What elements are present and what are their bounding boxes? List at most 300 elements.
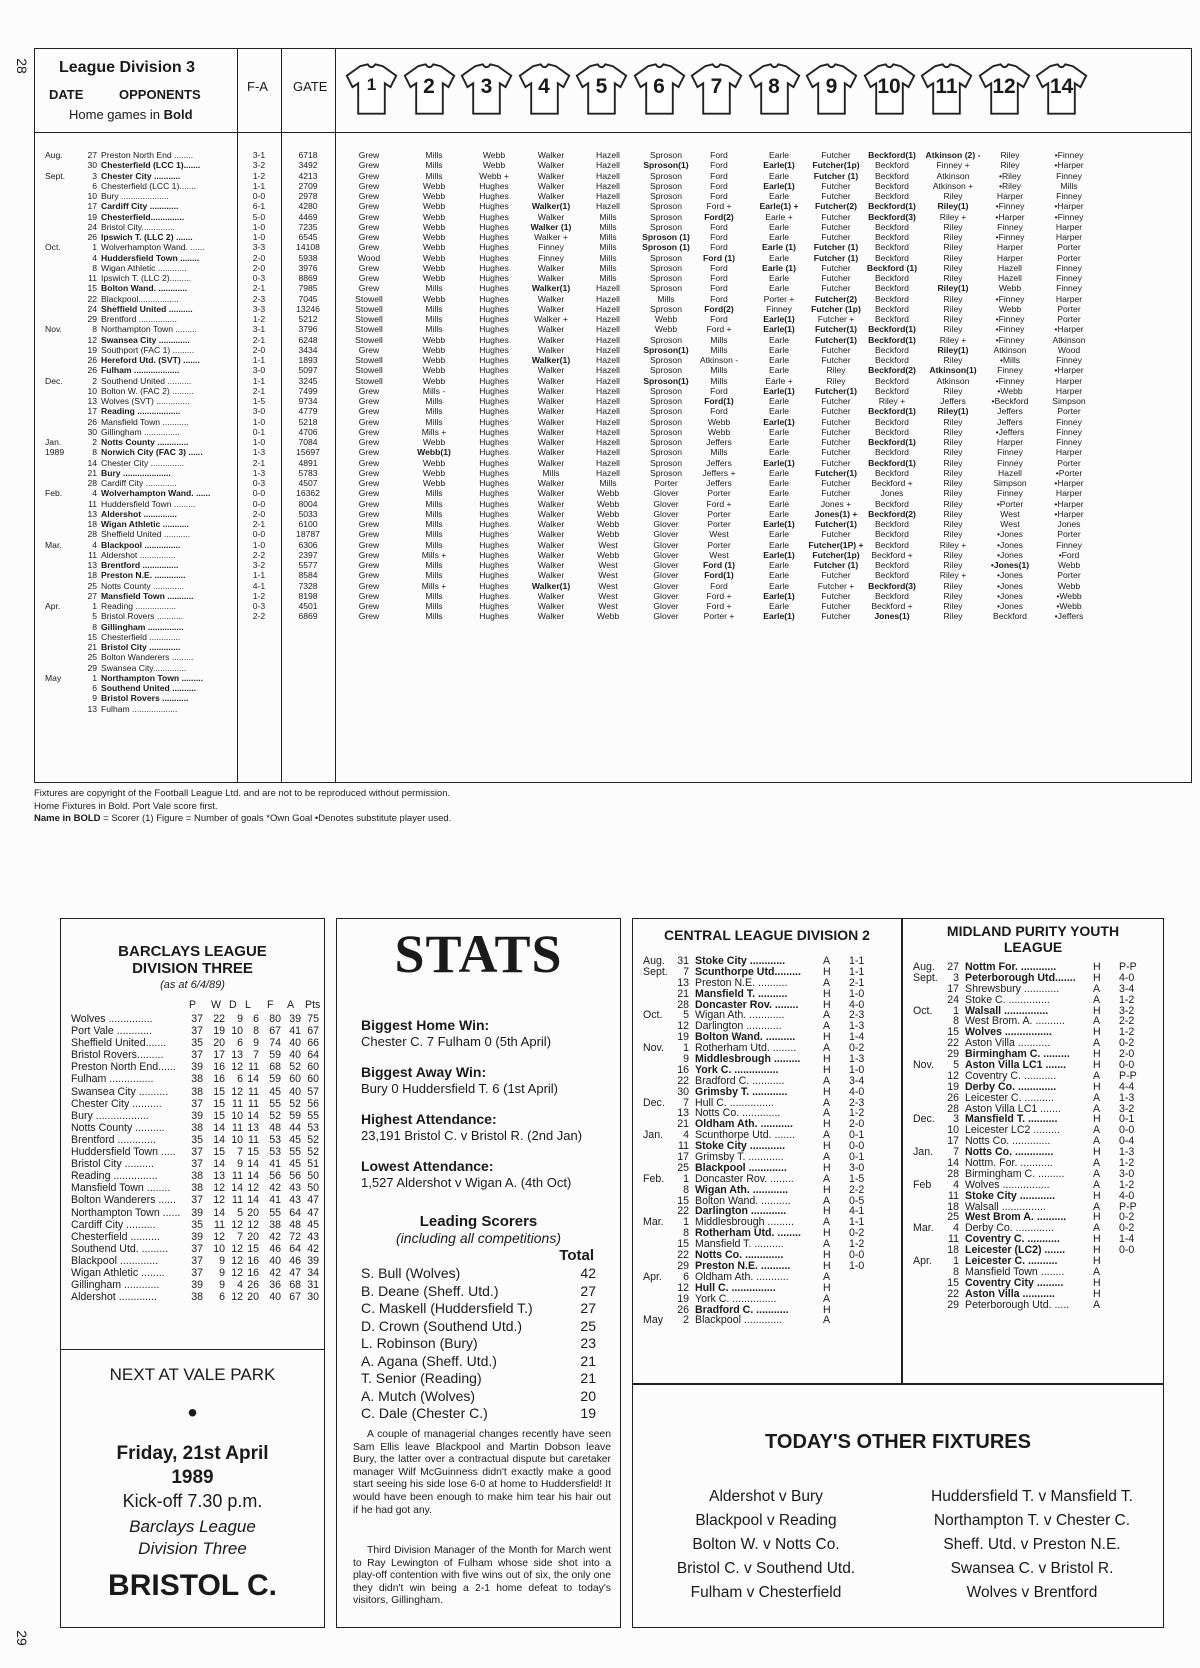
player-cell: Grew xyxy=(358,519,380,529)
scorer-name: B. Deane (Sheff. Utd.) xyxy=(361,1282,499,1299)
fixture-score: 4-1 xyxy=(252,580,266,591)
player-cell: Mills xyxy=(425,160,443,171)
standings-value: 52 xyxy=(307,1146,319,1159)
table-row xyxy=(643,1271,898,1282)
player-cell: •Porter xyxy=(996,498,1024,509)
standings-team: Bury .................. xyxy=(71,1109,149,1122)
player-cell: •Jones(1) xyxy=(990,560,1030,570)
player-cell: Finney xyxy=(997,221,1023,232)
player-cell: Earle xyxy=(768,529,790,540)
player-cell: Beckford xyxy=(875,447,909,458)
shirt-icon xyxy=(976,59,1033,119)
fixture-venue: A xyxy=(1093,1015,1101,1028)
player-cell: Webb xyxy=(654,324,678,335)
player-cell: Futcher xyxy=(821,601,851,611)
standings-value: 48 xyxy=(269,1121,281,1134)
player-cell: Hughes xyxy=(479,416,509,427)
player-cell: Hazell xyxy=(596,416,620,427)
scorer-name: A. Agana (Sheff. Utd.) xyxy=(361,1352,497,1369)
table-row xyxy=(71,1013,319,1025)
player-cell: Earle xyxy=(768,365,790,376)
standings-value: 9 xyxy=(237,1158,243,1171)
fixture-opponent: Wolverhampton Wand. ...... xyxy=(101,242,205,253)
table-row xyxy=(913,1081,1158,1092)
list-item xyxy=(361,1405,596,1423)
player-cell: Finney xyxy=(1056,426,1082,437)
fixture-opponent: Leicester C. .......... xyxy=(965,1091,1054,1104)
fixture-opponent: Scunthorpe Utd. ....... xyxy=(695,1129,796,1142)
table-row xyxy=(35,458,1193,468)
fixture-day: 13 xyxy=(87,396,97,406)
player-cell: Grew xyxy=(358,385,380,396)
player-cell: •Harper xyxy=(1054,160,1084,171)
table-row xyxy=(913,1277,1158,1288)
fixture-opponent: Hereford Utd. (SVT) ....... xyxy=(101,355,200,365)
fixture-day: 30 xyxy=(87,160,97,171)
player-cell: Walker xyxy=(537,498,565,509)
fixture-day: 1 xyxy=(683,1172,689,1185)
table-row xyxy=(35,601,1193,611)
table-row xyxy=(643,999,898,1010)
fixture-gate: 18787 xyxy=(296,529,320,540)
fixture-venue: H xyxy=(823,1140,831,1153)
fixture-score: 2-1 xyxy=(252,519,266,529)
player-cell: Webb + xyxy=(479,170,509,181)
player-cell: Riley xyxy=(943,457,963,468)
scorer-total: 21 xyxy=(580,1370,596,1386)
fixture-venue: H xyxy=(1093,1026,1101,1039)
table-row xyxy=(71,1242,319,1255)
standings-value: 15 xyxy=(213,1097,225,1110)
standings-value: 35 xyxy=(191,1133,203,1146)
player-cell: Ford xyxy=(710,293,728,304)
standings-team: Cardiff City .......... xyxy=(71,1218,156,1231)
fixture-day: 31 xyxy=(677,955,689,967)
opponents-column-label: OPPONENTS xyxy=(119,87,201,102)
standings-value: 7 xyxy=(237,1230,243,1243)
standings-value: 16 xyxy=(213,1061,225,1074)
standings-value: 20 xyxy=(213,1037,225,1050)
player-cell: Futcher xyxy=(821,590,851,601)
player-cell: Glover xyxy=(653,498,679,509)
player-cell: Sproson (1) xyxy=(642,232,690,242)
player-cell: Futcher(1) xyxy=(814,385,858,396)
player-cell: Grew xyxy=(358,488,380,499)
fixture-score: 2-2 xyxy=(252,549,266,560)
player-cell: Sproson xyxy=(649,283,682,294)
fixture-day: 21 xyxy=(677,987,689,1000)
player-cell: Sproson xyxy=(649,426,682,437)
player-cell: Walker xyxy=(537,601,565,611)
shirt-number: 1 xyxy=(366,75,377,94)
table-row xyxy=(643,1227,898,1238)
standings-team: Sheffield United....... xyxy=(71,1037,167,1050)
table-row xyxy=(35,560,1193,570)
fixture-opponent: Bradford C. ........... xyxy=(695,1074,785,1087)
fixture-opponent: Bolton Wand. ............ xyxy=(101,283,188,294)
player-cell: Ford xyxy=(710,580,728,591)
player-cell: Riley xyxy=(943,262,963,273)
player-cell: Atkinson xyxy=(1052,334,1086,345)
player-cell: Webb xyxy=(422,344,446,355)
table-row xyxy=(643,1075,898,1086)
player-cell: Hughes xyxy=(479,273,509,283)
list-item xyxy=(361,1283,596,1301)
player-cell: Webb xyxy=(422,273,446,283)
fixture-gate: 5577 xyxy=(298,560,318,570)
fixture-score: 0-1 xyxy=(252,426,266,437)
other-fixtures-left xyxy=(633,1485,899,1605)
player-cell: •Porter xyxy=(1055,467,1083,478)
fixture-day: 7 xyxy=(953,1146,959,1159)
fixture-day: 27 xyxy=(947,961,959,973)
fixture-gate: 4507 xyxy=(298,478,318,488)
fixture-score: 1-1 xyxy=(252,180,266,191)
table-row xyxy=(913,1070,1158,1081)
fixture-venue: A xyxy=(1093,993,1101,1006)
fixture-opponent: Nottm For. ............ xyxy=(965,961,1057,973)
fixture-day: 18 xyxy=(87,570,97,581)
fixture-opponent: Preston N.E. .......... xyxy=(695,976,788,989)
standings-value: 48 xyxy=(289,1218,301,1231)
standings-value: 64 xyxy=(289,1242,301,1255)
player-cell: Hazell xyxy=(998,273,1022,283)
fixture-score: 0-3 xyxy=(252,601,266,611)
player-cell: Futcher(1) xyxy=(814,467,858,478)
standings-value: 16 xyxy=(247,1266,259,1279)
standings-value: 39 xyxy=(191,1230,203,1243)
fixture-opponent: Notts Co. ............. xyxy=(695,1107,781,1120)
standings-value: 52 xyxy=(289,1097,301,1110)
fixture-gate: 6869 xyxy=(298,611,318,622)
fixture-score: 4-1 xyxy=(849,1205,865,1218)
fixture-table-header xyxy=(35,49,1191,133)
fixture-score: 1-2 xyxy=(252,314,266,324)
fixture-gate: 4779 xyxy=(298,406,318,417)
standings-value: 46 xyxy=(289,1254,301,1267)
fixture-month: Apr. xyxy=(913,1255,932,1268)
player-cell: Earle xyxy=(768,560,790,570)
scorers-subtitle: (including all competitions) xyxy=(396,1230,561,1246)
table-row xyxy=(913,1092,1158,1103)
player-cell: Hazell xyxy=(596,365,620,376)
shirt-number: 2 xyxy=(423,75,435,98)
standings-value: 14 xyxy=(247,1109,259,1122)
other-fixture: Swansea C. v Bristol R. xyxy=(950,1560,1114,1577)
player-cell: Walker xyxy=(537,170,565,181)
player-cell: •Jones xyxy=(997,590,1023,601)
fixture-venue: A xyxy=(823,1096,831,1109)
fixture-score: 3-3 xyxy=(252,303,266,314)
fixture-day: 1 xyxy=(683,1216,689,1229)
fixture-venue: H xyxy=(1093,1113,1101,1126)
player-cell: Jeffers xyxy=(940,396,966,406)
fixture-opponent: Oldham Ath. ........... xyxy=(695,1118,793,1131)
fixture-day: 4 xyxy=(953,1178,959,1191)
shirt-number: 3 xyxy=(480,75,493,98)
fixture-venue: H xyxy=(823,1249,831,1262)
fixture-opponent: Chesterfield (LCC 1)....... xyxy=(101,160,201,171)
fixture-day: 7 xyxy=(683,965,689,978)
player-cell: Futcher (1) xyxy=(813,560,859,570)
youth-league-title-1: MIDLAND PURITY YOUTH xyxy=(946,923,1120,939)
table-row xyxy=(35,304,1193,314)
player-cell: Riley xyxy=(943,303,963,314)
fixture-opponent: Aston Villa LC1 ....... xyxy=(965,1059,1067,1072)
player-cell: Glover xyxy=(653,611,679,622)
standings-value: 11 xyxy=(248,1133,259,1146)
fixture-score: 0-0 xyxy=(1119,1059,1135,1072)
fixture-score: 1-1 xyxy=(849,1216,865,1229)
standings-value: 57 xyxy=(307,1085,319,1098)
table-row xyxy=(643,1118,898,1129)
shirt-icon xyxy=(1033,59,1090,119)
fixture-venue: H xyxy=(823,1085,831,1098)
player-cell: Jeffers + xyxy=(702,467,736,478)
player-cell: Webb xyxy=(422,355,446,365)
player-cell: Futcher xyxy=(821,529,851,540)
table-row xyxy=(35,437,1193,447)
fixture-opponent: Hull C. ............... xyxy=(695,1281,776,1294)
player-cell: Mills xyxy=(599,211,617,222)
player-cell: Earle xyxy=(768,570,790,581)
player-cell: Beckford + xyxy=(871,478,913,488)
player-cell: Grew xyxy=(358,426,380,437)
player-cell: Webb xyxy=(596,488,620,499)
fixture-score: 3-2 xyxy=(1119,1102,1135,1115)
fixture-gate: 6100 xyxy=(298,519,318,529)
player-cell: Mills xyxy=(599,221,617,232)
table-row xyxy=(913,1135,1158,1146)
scorer-name: A. Mutch (Wolves) xyxy=(361,1387,476,1404)
player-cell: Beckford xyxy=(875,344,909,355)
player-cell: Mills xyxy=(425,529,443,540)
scorer-total: 27 xyxy=(580,1300,596,1316)
player-cell: Sproson xyxy=(649,150,682,160)
player-cell: Stowell xyxy=(355,355,383,365)
fixture-day: 1 xyxy=(92,601,97,611)
fixture-score: 1-0 xyxy=(252,232,266,242)
player-cell: Beckford xyxy=(875,283,909,294)
player-cell: Riley xyxy=(943,324,963,335)
standings-team: Huddersfield Town ..... xyxy=(71,1146,176,1159)
standings-value: 56 xyxy=(269,1170,281,1183)
fixture-gate: 4706 xyxy=(298,426,318,437)
shirt-number: 11 xyxy=(935,75,958,98)
table-row xyxy=(71,1121,319,1134)
fixture-venue: H xyxy=(1093,1233,1101,1246)
fixture-score: 1-2 xyxy=(1119,1026,1135,1039)
player-cell: Earle xyxy=(768,344,790,355)
stats-title: STATS xyxy=(394,924,563,984)
player-cell: Walker xyxy=(537,303,565,314)
player-cell: Earle xyxy=(768,488,790,499)
player-cell: Stowell xyxy=(355,303,383,314)
player-cell: Mills xyxy=(425,508,443,519)
standings-value: 34 xyxy=(307,1266,319,1279)
gate-column-label: GATE xyxy=(293,79,328,94)
player-cell: Hughes xyxy=(479,570,509,581)
player-cell: Glover xyxy=(653,560,679,570)
table-row xyxy=(35,201,1193,211)
fixture-venue: A xyxy=(1093,1222,1101,1235)
table-row xyxy=(71,1146,319,1159)
player-cell: Futcher xyxy=(821,273,851,283)
player-cell: Riley xyxy=(943,314,963,324)
player-cell: Sproson xyxy=(649,334,682,345)
player-cell: Futcher (1) xyxy=(813,242,859,253)
youth-league-rows xyxy=(913,961,1158,1310)
player-cell: Finney xyxy=(1056,355,1082,365)
player-cell: Walker xyxy=(537,375,565,386)
standings-value: 12 xyxy=(231,1266,243,1279)
fixture-month: Nov. xyxy=(643,1042,664,1055)
player-cell: Glover xyxy=(653,539,679,550)
player-cell: Grew xyxy=(358,344,380,355)
player-cell: Finney xyxy=(1056,539,1082,550)
fixture-opponent: Wolves (SVT) .............. xyxy=(101,396,190,406)
list-item xyxy=(361,1353,596,1371)
player-cell: Walker xyxy=(537,273,565,283)
player-cell: Earle xyxy=(768,334,790,345)
player-cell: Beckford xyxy=(875,180,909,191)
player-cell: Stowell xyxy=(355,324,383,335)
player-cell: Glover xyxy=(653,529,679,540)
standings-team: Blackpool ............. xyxy=(71,1254,159,1267)
standings-value: 38 xyxy=(191,1073,203,1086)
player-cell: Beckford xyxy=(875,242,909,253)
standings-value: 67 xyxy=(289,1291,301,1304)
fixture-gate: 3492 xyxy=(298,160,318,171)
player-cell: Jeffers xyxy=(706,478,732,488)
fixture-score: 0-2 xyxy=(849,1042,865,1055)
player-cell: Beckford xyxy=(875,426,909,437)
player-cell: Earle xyxy=(768,150,790,160)
player-cell: •Webb xyxy=(1056,590,1082,601)
home-games-label-bold: Bold xyxy=(163,107,193,122)
player-cell: •Finney xyxy=(995,314,1025,324)
standings-team: Fulham ............... xyxy=(71,1073,154,1086)
fixture-day: 12 xyxy=(87,334,97,345)
player-cell: Hazell xyxy=(596,170,620,181)
player-cell: Hughes xyxy=(479,447,509,458)
player-cell: Earle(1) xyxy=(763,180,795,191)
player-cell: Earle(1) xyxy=(763,519,795,529)
player-cell: Glover xyxy=(653,580,679,591)
player-cell: Webb xyxy=(596,611,620,622)
fixture-month: Feb. xyxy=(45,488,63,499)
scorer-name: C. Maskell (Huddersfield T.) xyxy=(361,1300,533,1316)
fixture-day: 8 xyxy=(683,1183,689,1196)
player-cell: Webb xyxy=(422,467,446,478)
player-cell: Hughes xyxy=(479,467,509,478)
player-cell: Beckford xyxy=(875,467,909,478)
fixture-score: 2-1 xyxy=(849,976,865,989)
table-row xyxy=(71,1182,319,1195)
fixture-score: 0-0 xyxy=(849,1140,865,1153)
fixture-day: 29 xyxy=(677,1259,689,1272)
player-cell: Futcher xyxy=(821,344,851,355)
player-cell: Futcher xyxy=(821,457,851,468)
player-cell: •Finney xyxy=(1054,150,1084,160)
player-cell: Simpson xyxy=(993,478,1027,488)
player-cell: Hazell xyxy=(596,324,620,335)
fixture-opponent: Mansfield Town ........... xyxy=(101,590,194,601)
stat-item xyxy=(361,1158,616,1191)
table-row xyxy=(913,1168,1158,1179)
standings-team: Chesterfield .......... xyxy=(71,1230,160,1243)
fixture-day: 14 xyxy=(87,457,97,468)
fixture-gate: 3434 xyxy=(298,344,318,355)
player-cell: Riley xyxy=(943,437,963,447)
standings-value: 53 xyxy=(307,1121,319,1134)
player-cell: Sproson xyxy=(649,406,682,417)
table-row xyxy=(643,1042,898,1053)
standings-value: 12 xyxy=(213,1194,225,1207)
player-cell: Grew xyxy=(358,201,380,212)
fixture-score: 1-1 xyxy=(252,570,266,581)
player-cell: Riley xyxy=(943,560,963,570)
fixture-venue: A xyxy=(823,1270,831,1283)
player-cell: Grew xyxy=(358,529,380,540)
table-row xyxy=(35,283,1193,293)
fixture-venue: A xyxy=(823,976,831,989)
fixture-score: 2-1 xyxy=(252,457,266,468)
scorer-name: S. Bull (Wolves) xyxy=(361,1265,461,1281)
fixture-opponent: Chester City .............. xyxy=(101,457,185,468)
table-row xyxy=(35,396,1193,406)
fixture-venue: H xyxy=(823,965,831,978)
standings-value: 6 xyxy=(253,1013,259,1025)
player-cell: Mills xyxy=(425,498,443,509)
player-cell: Hazell xyxy=(596,150,620,160)
player-cell: Mills xyxy=(710,375,728,386)
table-row xyxy=(35,663,1193,673)
fixture-venue: A xyxy=(1093,1265,1101,1278)
player-cell: Webb xyxy=(1057,580,1081,591)
player-cell: Webb xyxy=(596,508,620,519)
fixture-gate: 2397 xyxy=(298,549,318,560)
fixture-opponent: Bradford C. ........... xyxy=(695,1303,789,1316)
fixture-gate: 5212 xyxy=(298,314,318,324)
player-cell: Grew xyxy=(358,242,380,253)
player-cell: Earle xyxy=(768,539,790,550)
fixture-venue: H xyxy=(823,987,831,1000)
fixture-score: 0-0 xyxy=(252,498,266,509)
standings-value: 6 xyxy=(237,1073,243,1086)
player-cell: Grew xyxy=(358,170,380,181)
standings-value: 46 xyxy=(269,1242,281,1255)
player-cell: Mills xyxy=(425,611,443,622)
fixture-day: 13 xyxy=(87,560,97,570)
fixture-opponent: Blackpool................. xyxy=(101,293,179,304)
fixture-day: 4 xyxy=(683,1129,689,1142)
fixture-venue: H xyxy=(1093,1059,1101,1072)
player-cell: •Jones xyxy=(997,570,1023,581)
fixture-score: 2-2 xyxy=(1119,1015,1135,1028)
fixture-venue: H xyxy=(1093,1211,1101,1224)
player-cell: Webb(1) xyxy=(417,447,451,458)
fixture-day: 24 xyxy=(87,303,97,314)
player-cell: Earle xyxy=(768,498,790,509)
fixture-opponent: Coventry C. ........... xyxy=(965,1233,1060,1246)
fixture-opponent: Middlesbrough ......... xyxy=(695,1053,801,1066)
standings-value: 14 xyxy=(213,1121,225,1134)
standings-value: 6 xyxy=(219,1291,225,1304)
standings-team: Bolton Wanderers ...... xyxy=(71,1194,177,1207)
player-cell: •Finney xyxy=(995,375,1025,386)
shirt-number: 9 xyxy=(825,75,838,98)
